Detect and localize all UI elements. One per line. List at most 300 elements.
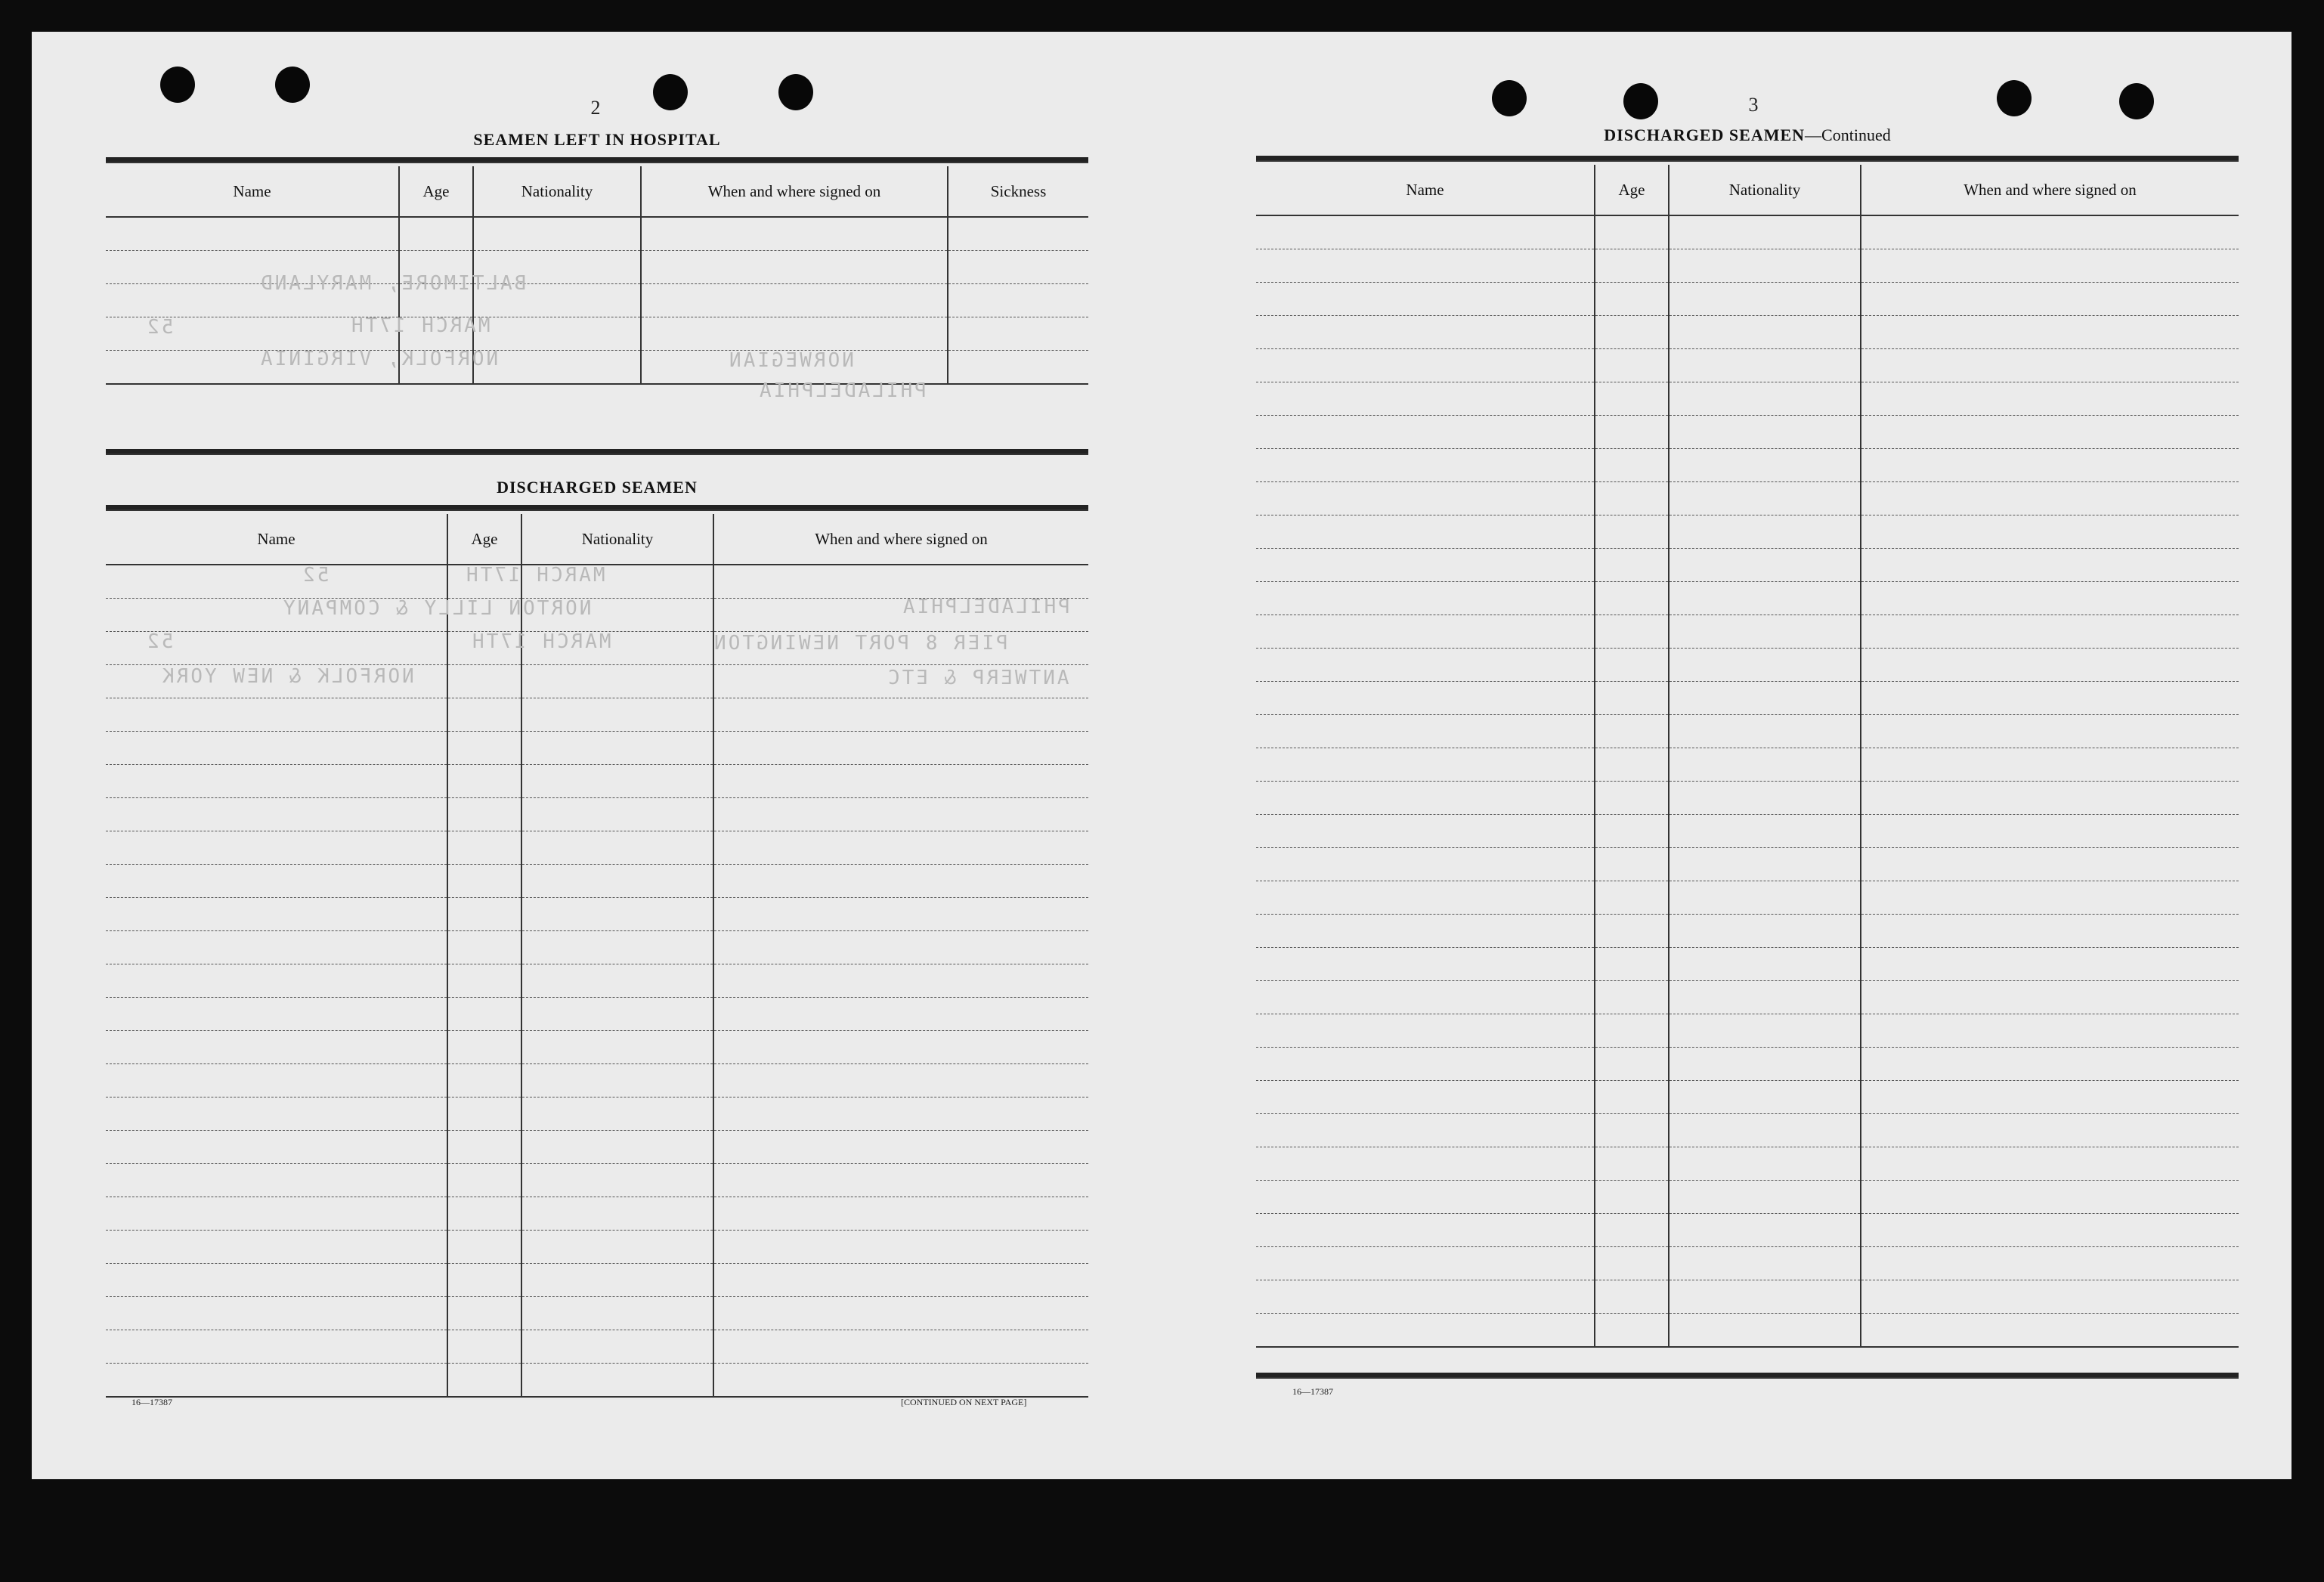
table-cell (1595, 1114, 1669, 1147)
table-cell (1861, 1147, 2239, 1181)
table-cell (1256, 349, 1595, 382)
table-row (1256, 482, 2239, 515)
table-cell (713, 898, 1088, 931)
table-cell (1256, 1014, 1595, 1048)
table-cell (1256, 1181, 1595, 1214)
table-row (1256, 549, 2239, 582)
table-cell (1861, 715, 2239, 748)
table-cell (713, 1297, 1088, 1330)
table-cell (1861, 515, 2239, 549)
table-cell (1669, 515, 1861, 549)
table-cell (1595, 316, 1669, 349)
table-cell (447, 765, 521, 798)
table-cell (1669, 215, 1861, 249)
table-row (1256, 515, 2239, 549)
table-cell (1669, 1314, 1861, 1348)
table-cell (1256, 981, 1595, 1014)
table-cell (1256, 848, 1595, 881)
table-cell (1861, 1247, 2239, 1280)
table-row (1256, 349, 2239, 382)
table-cell (521, 1097, 713, 1131)
table-cell (1669, 316, 1861, 349)
table-row (1256, 249, 2239, 283)
table-row (106, 998, 1088, 1031)
bleed-text: ANTWERP & ETC (886, 667, 1069, 689)
table-cell (1256, 748, 1595, 782)
table-cell (1595, 1280, 1669, 1314)
table-cell (1861, 682, 2239, 715)
table-cell (1669, 416, 1861, 449)
table-row (1256, 1247, 2239, 1280)
left-page (32, 32, 1128, 1479)
bleed-text: PHILADELPHIA (757, 379, 927, 402)
table-row (106, 698, 1088, 732)
table-row (1256, 382, 2239, 416)
table-row (1256, 1114, 2239, 1147)
table-cell (713, 831, 1088, 865)
table-cell (106, 898, 447, 931)
table-cell (713, 931, 1088, 964)
table-cell (521, 964, 713, 998)
table-cell (1256, 582, 1595, 615)
table-cell (106, 1131, 447, 1164)
table-cell (1669, 549, 1861, 582)
table-cell (521, 998, 713, 1031)
table-cell (447, 898, 521, 931)
table-row (1256, 615, 2239, 649)
table-cell (1669, 283, 1861, 316)
table-cell (948, 351, 1088, 385)
table-cell (1669, 1280, 1861, 1314)
table-cell (1669, 1081, 1861, 1114)
table-cell (447, 1330, 521, 1364)
table-cell (1256, 649, 1595, 682)
table-cell (521, 1231, 713, 1264)
col-header-signed-on: When and where signed on (1861, 165, 2239, 215)
table-cell (1669, 1181, 1861, 1214)
col-header-nationality: Nationality (473, 166, 641, 217)
table-cell (1256, 1247, 1595, 1280)
bleed-text: MARCH 17TH (470, 630, 611, 653)
table-cell (447, 964, 521, 998)
table-cell (1256, 1280, 1595, 1314)
table-cell (713, 1364, 1088, 1398)
table-cell (1595, 1014, 1669, 1048)
table-cell (447, 698, 521, 732)
table-cell (1669, 848, 1861, 881)
table-cell (1256, 881, 1595, 915)
table-cell (521, 1064, 713, 1097)
table-cell (1595, 948, 1669, 981)
table-cell (713, 1131, 1088, 1164)
table-row (1256, 981, 2239, 1014)
table-cell (1256, 948, 1595, 981)
table-cell (106, 865, 447, 898)
table-cell (1256, 1048, 1595, 1081)
hospital-section-title: SEAMEN LEFT IN HOSPITAL (473, 130, 721, 149)
table-cell (1256, 1114, 1595, 1147)
table-cell (106, 765, 447, 798)
form-number: 16—17387 (132, 1397, 172, 1407)
table-cell (1669, 249, 1861, 283)
table-cell (713, 1264, 1088, 1297)
table-row (106, 284, 1088, 317)
table-cell (713, 1231, 1088, 1264)
table-cell (948, 284, 1088, 317)
col-header-age: Age (1595, 165, 1669, 215)
table-row (106, 217, 1088, 251)
table-row (106, 1264, 1088, 1297)
table-cell (641, 251, 948, 284)
col-header-age: Age (399, 166, 473, 217)
table-cell (713, 998, 1088, 1031)
table-row (1256, 881, 2239, 915)
table-cell (447, 1197, 521, 1231)
table-row (106, 1031, 1088, 1064)
table-cell (1256, 382, 1595, 416)
table-cell (1256, 915, 1595, 948)
table-row (1256, 1081, 2239, 1114)
table-cell (1595, 748, 1669, 782)
table-cell (1256, 316, 1595, 349)
table-row (1256, 1147, 2239, 1181)
table-cell (1256, 615, 1595, 649)
table-cell (1669, 382, 1861, 416)
table-cell (106, 1164, 447, 1197)
table-cell (1861, 948, 2239, 981)
col-header-nationality: Nationality (521, 514, 713, 565)
continued-bottom-rule (1256, 1373, 2239, 1377)
table-cell (1669, 1048, 1861, 1081)
table-cell (713, 1197, 1088, 1231)
bleed-text: PIER 8 PORT NEWINGTON (712, 632, 1008, 655)
table-cell (1669, 948, 1861, 981)
table-cell (521, 1031, 713, 1064)
title-main: DISCHARGED SEAMEN (1604, 125, 1806, 144)
table-row (1256, 582, 2239, 615)
table-cell (1256, 682, 1595, 715)
table-row (1256, 1014, 2239, 1048)
table-row (106, 317, 1088, 351)
table-cell (521, 1264, 713, 1297)
title-suffix: —Continued (1805, 125, 1891, 144)
bleed-text: 52 (145, 630, 174, 653)
table-cell (1861, 748, 2239, 782)
table-cell (1256, 715, 1595, 748)
table-cell (521, 732, 713, 765)
table-row (1256, 1280, 2239, 1314)
bleed-text: NORFOLK, VIRGINIA (258, 348, 499, 370)
table-cell (713, 865, 1088, 898)
table-row (106, 1297, 1088, 1330)
table-row (1256, 848, 2239, 881)
table-cell (1861, 848, 2239, 881)
table-cell (447, 1297, 521, 1330)
hospital-title-rule (106, 157, 1088, 162)
continued-title-rule (1256, 156, 2239, 160)
table-cell (1256, 1214, 1595, 1247)
table-cell (1861, 1014, 2239, 1048)
table-cell (106, 1297, 447, 1330)
table-cell (1861, 1181, 2239, 1214)
table-cell (521, 765, 713, 798)
table-cell (447, 732, 521, 765)
table-cell (1861, 1314, 2239, 1348)
table-row (106, 931, 1088, 964)
continued-note: [CONTINUED ON NEXT PAGE] (901, 1397, 1027, 1407)
bleed-text: MARCH 17TH (464, 564, 605, 587)
discharged-section-title: DISCHARGED SEAMEN (497, 478, 698, 497)
table-cell (1669, 981, 1861, 1014)
table-cell (1595, 815, 1669, 848)
table-cell (1861, 1214, 2239, 1247)
table-cell (1256, 249, 1595, 283)
table-cell (1669, 715, 1861, 748)
table-cell (1669, 782, 1861, 815)
table-row (1256, 449, 2239, 482)
table-cell (521, 1131, 713, 1164)
col-header-signed-on: When and where signed on (641, 166, 948, 217)
table-cell (1595, 981, 1669, 1014)
table-cell (1669, 1114, 1861, 1147)
table-row (106, 765, 1088, 798)
table-cell (399, 217, 473, 251)
table-cell (1861, 1114, 2239, 1147)
table-row (1256, 682, 2239, 715)
table-cell (1595, 215, 1669, 249)
table-cell (1861, 482, 2239, 515)
table-cell (447, 665, 521, 698)
table-cell (447, 798, 521, 831)
table-row (1256, 649, 2239, 682)
table-cell (1256, 1081, 1595, 1114)
discharged-continued-table (1256, 165, 2239, 1348)
table-cell (447, 1131, 521, 1164)
table-cell (106, 1231, 447, 1264)
table-cell (106, 1064, 447, 1097)
table-cell (1256, 782, 1595, 815)
table-cell (1595, 449, 1669, 482)
table-cell (447, 1164, 521, 1197)
table-cell (713, 1064, 1088, 1097)
table-row (106, 1364, 1088, 1398)
table-cell (1595, 881, 1669, 915)
table-cell (1256, 449, 1595, 482)
table-cell (713, 565, 1088, 599)
table-cell (1861, 449, 2239, 482)
table-cell (641, 317, 948, 351)
table-cell (1256, 416, 1595, 449)
table-cell (1861, 1280, 2239, 1314)
table-cell (1595, 1214, 1669, 1247)
table-cell (106, 698, 447, 732)
table-cell (1861, 316, 2239, 349)
table-cell (1861, 283, 2239, 316)
table-cell (1669, 1147, 1861, 1181)
table-row (1256, 948, 2239, 981)
table-cell (1861, 349, 2239, 382)
table-row (1256, 1181, 2239, 1214)
table-cell (521, 1164, 713, 1197)
table-cell (948, 317, 1088, 351)
table-cell (1595, 416, 1669, 449)
table-cell (1861, 782, 2239, 815)
table-cell (1669, 881, 1861, 915)
table-row (1256, 283, 2239, 316)
table-cell (106, 964, 447, 998)
table-row (1256, 316, 2239, 349)
table-cell (713, 798, 1088, 831)
table-cell (106, 565, 447, 599)
table-cell (1669, 615, 1861, 649)
table-cell (1861, 815, 2239, 848)
col-header-name: Name (106, 166, 399, 217)
table-cell (1669, 349, 1861, 382)
table-row (106, 351, 1088, 385)
table-row (106, 1164, 1088, 1197)
col-header-signed-on: When and where signed on (713, 514, 1088, 565)
col-header-sickness: Sickness (948, 166, 1088, 217)
table-row (106, 1231, 1088, 1264)
table-cell (1861, 1048, 2239, 1081)
table-cell (948, 251, 1088, 284)
table-row (1256, 715, 2239, 748)
table-cell (1861, 215, 2239, 249)
table-row (1256, 748, 2239, 782)
table-row (1256, 1314, 2239, 1348)
table-cell (713, 1031, 1088, 1064)
table-cell (1669, 682, 1861, 715)
bleed-text: NORTON LILLY & COMPANY (281, 597, 592, 620)
table-cell (1595, 549, 1669, 582)
table-cell (1861, 549, 2239, 582)
table-cell (473, 317, 641, 351)
table-cell (1256, 283, 1595, 316)
hospital-table (106, 166, 1088, 385)
table-cell (713, 964, 1088, 998)
table-cell (1861, 915, 2239, 948)
table-cell (1256, 1314, 1595, 1348)
table-cell (1595, 848, 1669, 881)
table-cell (473, 217, 641, 251)
table-cell (447, 1064, 521, 1097)
table-cell (447, 831, 521, 865)
table-row (106, 1330, 1088, 1364)
page-number: 2 (590, 97, 601, 119)
table-cell (1669, 1214, 1861, 1247)
table-cell (473, 351, 641, 385)
discharged-continued-title (1256, 125, 2239, 145)
table-cell (1595, 682, 1669, 715)
table-cell (1861, 382, 2239, 416)
table-cell (1595, 715, 1669, 748)
table-cell (1669, 1247, 1861, 1280)
table-cell (447, 1031, 521, 1064)
table-cell (1669, 748, 1861, 782)
table-cell (1595, 349, 1669, 382)
bleed-text: NORFOLK & NEW YORK (160, 665, 414, 688)
table-cell (447, 1231, 521, 1264)
table-cell (1256, 482, 1595, 515)
table-cell (713, 698, 1088, 732)
table-cell (106, 1031, 447, 1064)
hospital-bottom-rule (106, 449, 1088, 454)
table-cell (521, 1364, 713, 1398)
table-cell (1256, 215, 1595, 249)
table-cell (1861, 649, 2239, 682)
table-cell (713, 732, 1088, 765)
table-row (106, 964, 1088, 998)
table-cell (447, 865, 521, 898)
table-cell (1861, 881, 2239, 915)
page-number: 3 (1748, 94, 1759, 116)
table-row (1256, 1214, 2239, 1247)
table-cell (1256, 1147, 1595, 1181)
table-row (1256, 416, 2239, 449)
table-cell (641, 217, 948, 251)
table-cell (713, 1097, 1088, 1131)
table-cell (1256, 515, 1595, 549)
bleed-text: 52 (301, 564, 330, 587)
table-cell (1595, 1081, 1669, 1114)
table-cell (1595, 1181, 1669, 1214)
table-cell (1595, 1314, 1669, 1348)
table-cell (521, 931, 713, 964)
table-cell (1595, 283, 1669, 316)
table-cell (521, 1330, 713, 1364)
table-cell (447, 998, 521, 1031)
table-cell (1861, 416, 2239, 449)
table-cell (1595, 249, 1669, 283)
table-cell (1595, 582, 1669, 615)
table-row (106, 798, 1088, 831)
bleed-text: NORWEGIAN (727, 349, 854, 372)
table-cell (1595, 382, 1669, 416)
table-cell (1256, 549, 1595, 582)
col-header-name: Name (106, 514, 447, 565)
table-cell (641, 284, 948, 317)
table-cell (447, 1364, 521, 1398)
table-cell (1595, 782, 1669, 815)
table-cell (1861, 582, 2239, 615)
table-row (106, 865, 1088, 898)
table-cell (106, 1097, 447, 1131)
table-cell (948, 217, 1088, 251)
table-cell (1669, 815, 1861, 848)
table-cell (521, 831, 713, 865)
table-cell (713, 1330, 1088, 1364)
table-row (106, 251, 1088, 284)
table-row (1256, 915, 2239, 948)
col-header-age: Age (447, 514, 521, 565)
table-cell (1595, 1048, 1669, 1081)
table-cell (106, 1364, 447, 1398)
table-cell (106, 831, 447, 865)
bleed-text: 52 (145, 316, 174, 339)
col-header-nationality: Nationality (1669, 165, 1861, 215)
table-cell (1595, 649, 1669, 682)
table-row (106, 1197, 1088, 1231)
table-cell (1595, 915, 1669, 948)
table-cell (447, 1264, 521, 1297)
table-row (1256, 215, 2239, 249)
table-cell (106, 998, 447, 1031)
table-cell (521, 798, 713, 831)
table-cell (1256, 815, 1595, 848)
table-row (1256, 1048, 2239, 1081)
table-row (106, 898, 1088, 931)
table-cell (106, 1330, 447, 1364)
